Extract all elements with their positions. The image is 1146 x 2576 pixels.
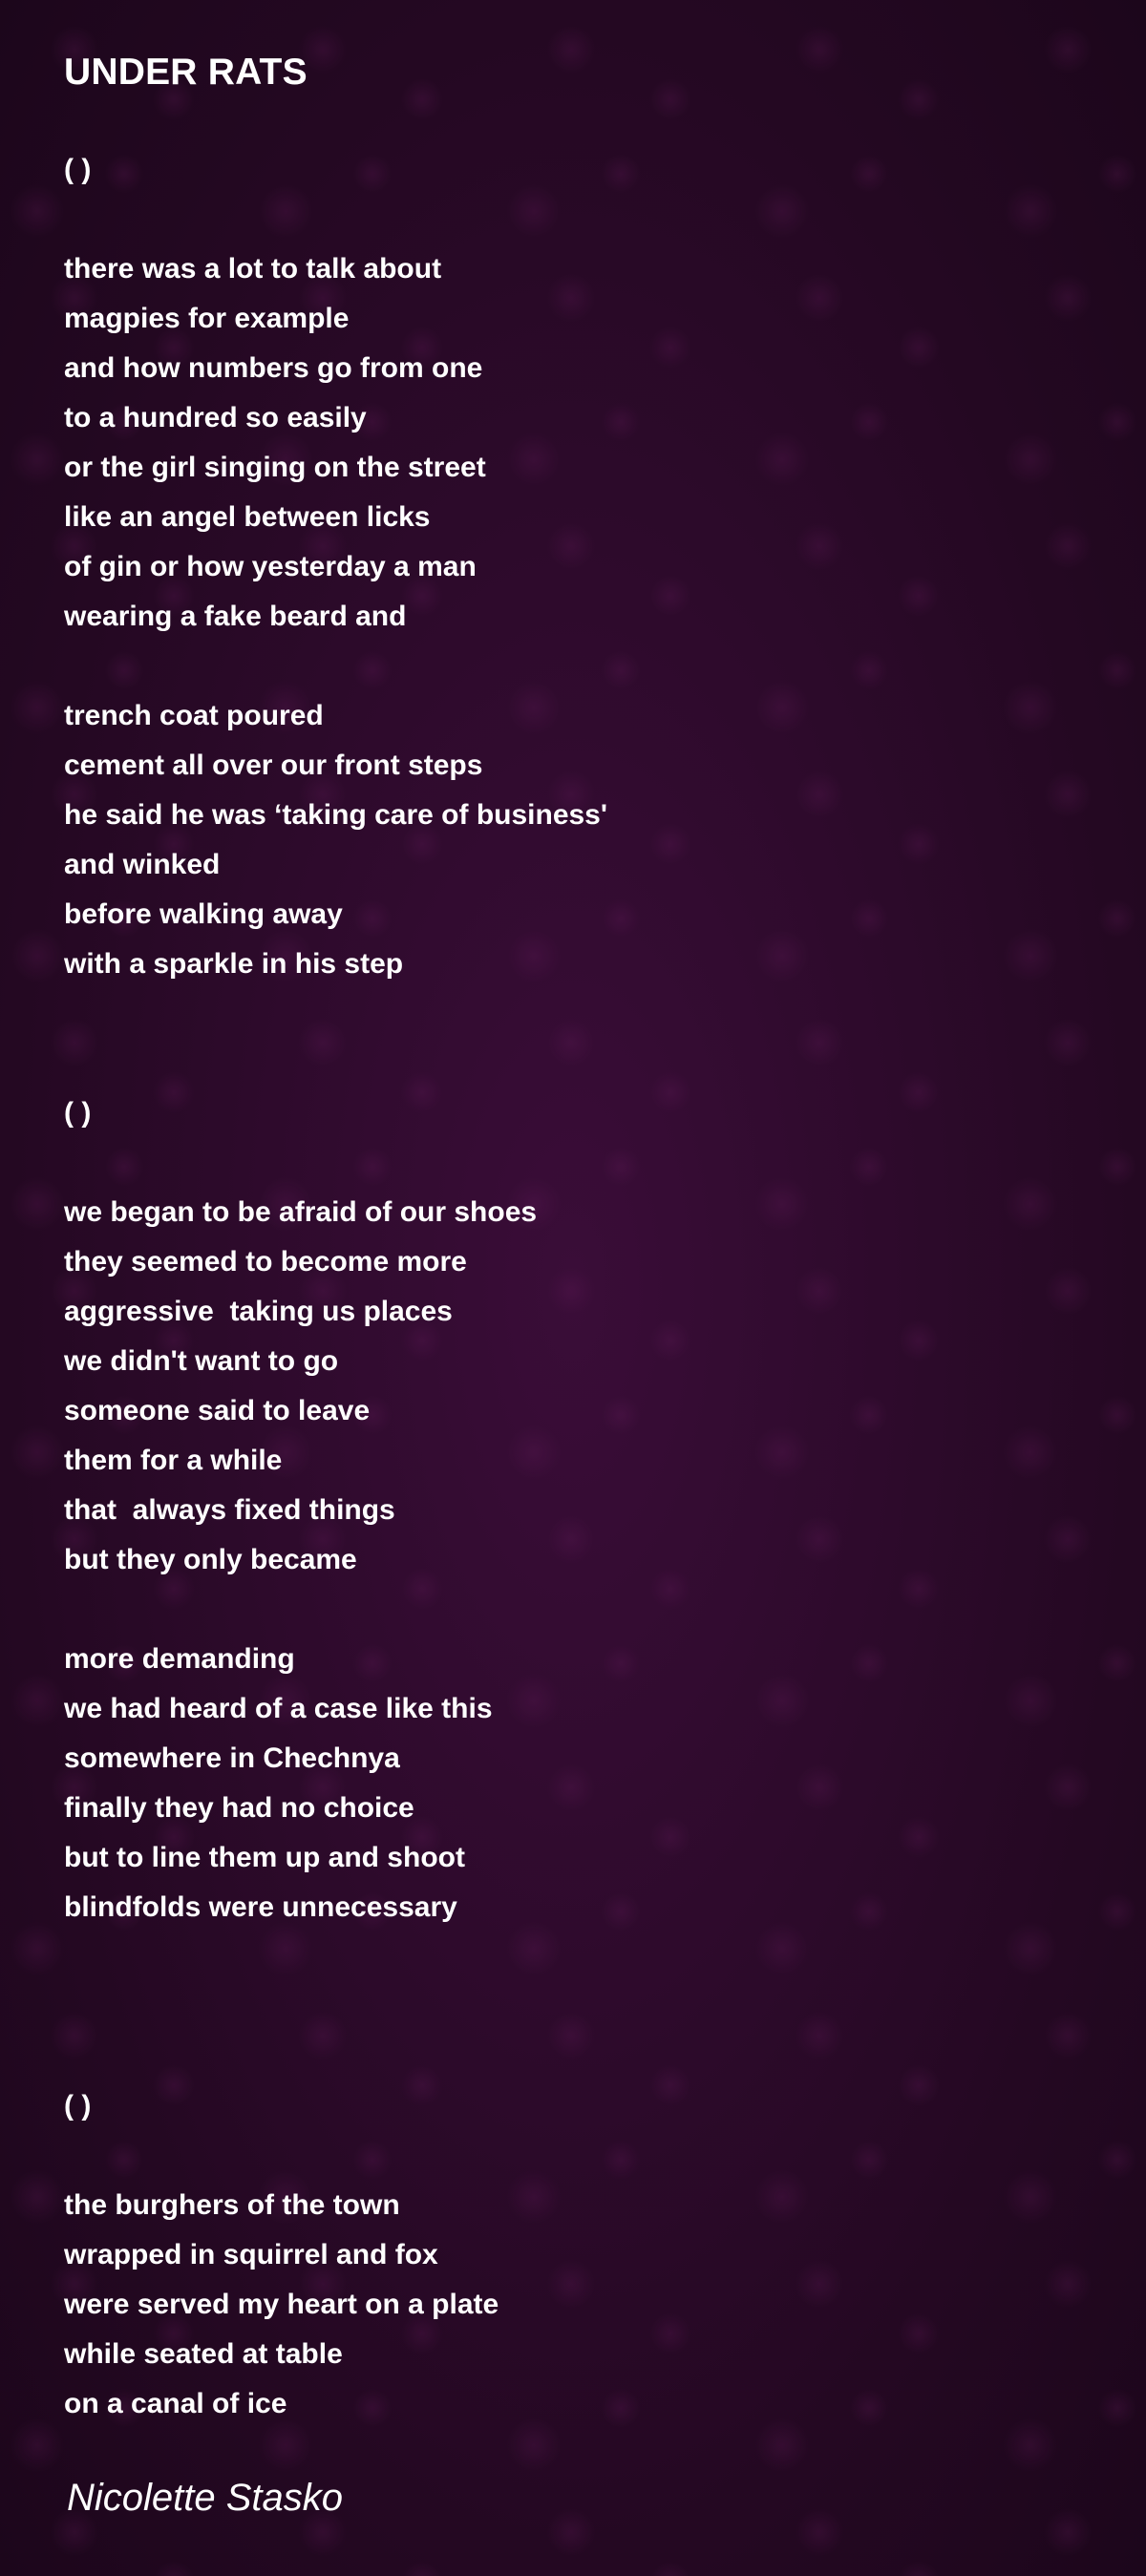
poem-line: that always fixed things (64, 1494, 395, 1526)
poem-body (64, 145, 1095, 2429)
poem-line: we had heard of a case like this (64, 1693, 493, 1724)
stanza-break (64, 989, 1095, 1039)
poem-line: more demanding (64, 1643, 295, 1675)
poem-title: UNDER RATS (64, 52, 308, 93)
poem-line: like an angel between licks (64, 501, 431, 533)
stanza-break (64, 195, 1095, 244)
poem-line: them for a while (64, 1445, 283, 1476)
poem-line: on a canal of ice (64, 2388, 287, 2419)
stanza-break (64, 1138, 1095, 1188)
poem-line: but they only became (64, 1544, 357, 1575)
poem-line: and winked (64, 849, 221, 880)
poem-line: wearing a fake beard and (64, 601, 407, 632)
stanza-break (64, 1039, 1095, 1088)
poem-line: we began to be afraid of our shoes (64, 1196, 538, 1228)
poem-container (64, 50, 1095, 2429)
poem-line: blindfolds were unnecessary (64, 1891, 457, 1923)
poem-line: finally they had no choice (64, 1792, 414, 1824)
poem-line: while seated at table (64, 2338, 343, 2370)
poem-line: of gin or how yesterday a man (64, 551, 477, 582)
poem-line: there was a lot to talk about (64, 253, 442, 285)
poem-line: with a sparkle in his step (64, 948, 404, 980)
poem-line: to a hundred so easily (64, 402, 367, 433)
poem-line: but to line them up and shoot (64, 1842, 465, 1873)
poem-line: cement all over our front steps (64, 750, 483, 781)
poem-line: and how numbers go from one (64, 352, 483, 384)
poem-line: trench coat poured (64, 700, 324, 731)
stanza-break (64, 1585, 1095, 1635)
poem-line: he said he was ‘taking care of business' (64, 799, 608, 831)
poem-line: wrapped in squirrel and fox (64, 2239, 438, 2270)
stanza-break (64, 1932, 1095, 1982)
poem-line: ( ) (64, 1097, 92, 1129)
poem-line: someone said to leave (64, 1395, 371, 1426)
poem-line: magpies for example (64, 303, 350, 334)
poem-line: before walking away (64, 898, 343, 930)
poem-line: they seemed to become more (64, 1246, 467, 1277)
poem-line: the burghers of the town (64, 2189, 400, 2221)
poem-line: were served my heart on a plate (64, 2289, 499, 2320)
poem-line: aggressive taking us places (64, 1296, 453, 1327)
poem-author: Nicolette Stasko (67, 2477, 344, 2519)
stanza-break (64, 2131, 1095, 2181)
stanza-break (64, 1982, 1095, 2032)
poem-line: or the girl singing on the street (64, 452, 486, 483)
poem-line: ( ) (64, 154, 92, 185)
poem-line: we didn't want to go (64, 1345, 339, 1377)
poem-line: somewhere in Chechnya (64, 1742, 400, 1774)
poem-line: ( ) (64, 2090, 92, 2122)
stanza-break (64, 642, 1095, 691)
stanza-break (64, 2032, 1095, 2081)
